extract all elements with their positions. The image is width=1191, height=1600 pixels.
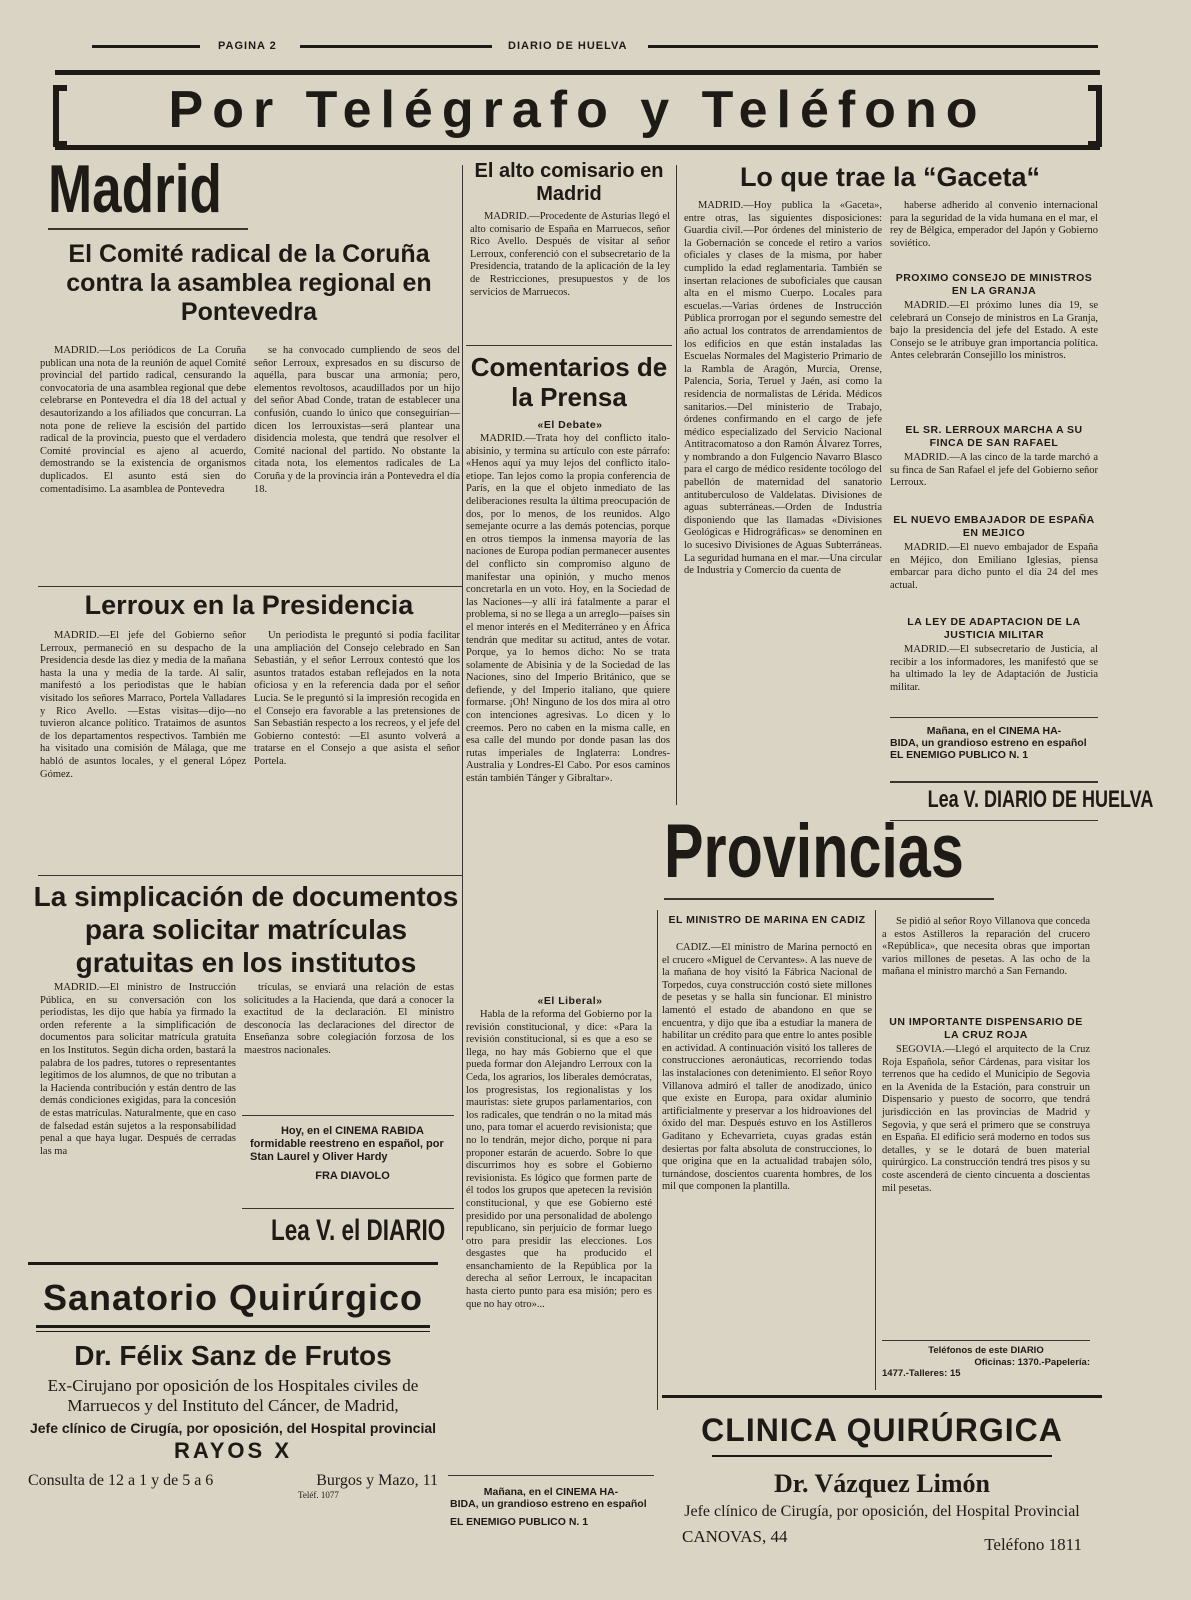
- article-paragraph: MADRID.—El subsecretario de Justicia, al recibir a los informadores, les manifestó que se ha ultimado la ley de Adaptación de Justicia militar.: [890, 644, 1098, 693]
- sanatorio-ad: [28, 1262, 438, 1532]
- article-paragraph: MADRID.—El ministro de Instrucción Pública, en su conversación con los periodistas, les dijo que había ya firmado la orden referente a la simplificación de documentos para solicitar matrícula gratuita en los Institutos. Según dicha orden, bastará la palabra de los padres, tutores o representantes legítimos de los alumnos, de que no tributan a la Hacienda contribución y están dentro de las demás condiciones exigidas, para la concesión de estas matrículas. Naturalmente, que en caso de falsedad están sujetos a la responsabilidad penal a que haya lugar. Después de cerradas las ma: [40, 982, 236, 1157]
- sanatorio-title: Sanatorio Quirúrgico: [42, 1277, 424, 1318]
- article-paragraph: MADRID.—El jefe del Gobierno señor Lerroux, permaneció en su despacho de la Presidencia desde las diez y media de la mañana hasta la una y media de la tarde. Al salir, manifestó a los periodistas que le habían visitado los señores Marraco, Portela Valladares y Rico Avello. —Estas visitas—dijo—no tuvieron alcance político. Trataimos de asuntos de los departamentos respectivos. También me ha visitado una comisión de Málaga, que me habló de asuntos locales, y el general López Gómez.: [40, 630, 246, 780]
- phone-line: Oficinas: 1370.-Papelería:: [974, 1356, 1090, 1368]
- article-text: [662, 942, 872, 1378]
- article-text: [890, 300, 1098, 420]
- article-headline: Lerroux en la Presidencia: [84, 590, 414, 620]
- article-paragraph: SEGOVIA.—Llegó el arquitecto de la Cruz Roja Española, señor Cárdenas, para visitar los terrenos que ha cedido el Municipio de Segovia en la Avenida de la Estación, para construir un Dispensario y puesto de socorro, que tendrá jurisdicción en las provincias de Madrid y Segovia, y que será el primero que se construya en España. El edificio será moderno en todos sus detalles, y se le dotará de buen material quirúrgico. La construcción tendrá tres pisos y su coste ascenderá de ciento cincuenta a doscientas mil pesetas.: [882, 1044, 1090, 1194]
- article-paragraph: MADRID.—El próximo lunes día 19, se celebrará un Consejo de ministros en La Granja, bajo la presidencia del jefe del Estado. A este Consejo se le atribuye gran importancia política. Antes celebrarán Consejillo los ministros.: [890, 300, 1098, 362]
- article-text: [882, 916, 1090, 1024]
- newspaper-name: «El Debate»: [537, 419, 603, 431]
- sanatorio-position: Jefe clínico de Cirugía, por oposición, del Hospital provincial: [29, 1420, 437, 1436]
- article-paragraph: MADRID.—Los periódicos de La Coruña publican una nota de la reunión de aquel Comité provincial del partido radical, censurando la convocatoria de una asamblea regional que debe celebrarse en Pontevedra el día 18 del actual y desautorizando a los afiliados que concurran. La nota pone de relieve la escisión del partido radical de la provincia, puesto que el verdadero Comité provincial es ajeno al acuerdo, demostrando se la existencia de organismos duplicados. El asunto está sien do comentadísimo. La asamblea de Pontevedra: [40, 345, 246, 495]
- article-text: [890, 452, 1098, 504]
- article-paragraph: trículas, se enviará una relación de estas solicitudes a la Hacienda, que dará a conocer la exactitud de la declaración. El ministro desconocía las declaraciones del director de Enseñanza sobre colegiación forzosa de los maestros nacionales.: [244, 982, 454, 1056]
- article-headline: El alto comisario en Madrid: [474, 160, 664, 205]
- banner-title: Por Telégrafo y Teléfono: [168, 81, 987, 139]
- article-text: [40, 630, 246, 870]
- news-subheading: PROXIMO CONSEJO DE MINISTROS EN LA GRANJA: [895, 272, 1093, 297]
- article-paragraph: Habla de la reforma del Gobierno por la revisión constitucional, y dice: «Para la revisión constitucional, si es que a eso se llega, no hay más Gobierno que el que pueda formar don Alejandro Lerroux con la Ceda, los agrarios, los liberales demócratas, los progresistas, los regionalistas y los mauristas: siete grupos parlamentarios, con los radicales, que tendrán o no la mitad más uno, para tomar el acuerdo revisionista; que no lo tendrán, mejor dicho, porque ni para proponer estarán de acuerdo. Sobre lo que discurrimos hoy es sobre el Gobierno revisionista. Es lógico que formen parte de él todos los grupos que apetecen la revisión constitucional, y que ese Gobierno esté presidido por una personalidad de abolengo republicano, sin perjuicio de formar luego otro para presidir las elecciones. Los desgastes que ha producido el ensanchamiento de la República por la derecha al señor Lerroux, le incapacitan hasta cierto punto para esa misión; pero es que no hay otro»...: [466, 1009, 652, 1310]
- madrid-section-title: Madrid: [48, 151, 222, 227]
- paper-name: DIARIO DE HUELVA: [508, 40, 628, 52]
- cinema-ad-line: Mañana, en el CINEMA HA-: [926, 725, 1062, 737]
- news-subheading: UN IMPORTANTE DISPENSARIO DE LA CRUZ ROJA: [889, 1016, 1083, 1041]
- article-text: [254, 630, 460, 870]
- article-text: [466, 1009, 652, 1367]
- newspaper-name: «El Liberal»: [537, 995, 603, 1007]
- article-paragraph: haberse adherido al convenio internacional para la seguridad de la vida humana en el mar, el rey de Bélgica, emperador del Japón y Gobierno soviético.: [890, 200, 1098, 249]
- clinica-ad: [662, 1395, 1102, 1585]
- article-text: [882, 1044, 1090, 1332]
- provincias-section-title: Provincias: [664, 809, 964, 894]
- sanatorio-credentials: Ex-Cirujano por oposición de los Hospitales civiles de Marruecos y del Instituto del Cáncer, de Madrid,: [47, 1376, 419, 1415]
- news-subheading: EL SR. LERROUX MARCHA A SU FINCA DE SAN RAFAEL: [905, 424, 1083, 449]
- section-banner: [55, 70, 1100, 150]
- phone-line: 1477.-Talleres: 15: [882, 1368, 961, 1379]
- article-paragraph: Un periodista le preguntó si podía facilitar una ampliación del Consejo celebrado en San Sebastián, y el señor Lerroux contestó que los asuntos tratados estaban reflejados en la nota oficiosa y en la referencia dada por el señor Lucia. Se le preguntó si la impresión recogida en el Consejo era favorable a las pretensiones de San Sebastián respecto a los recreos, y el jefe del Gobierno contestó: —El asunto volverá a tratarse en el Consejo a que asista el señor Portela.: [254, 630, 460, 767]
- news-subheading: EL MINISTRO DE MARINA EN CADIZ: [668, 914, 866, 926]
- article-text: [890, 200, 1098, 270]
- article-paragraph: MADRID.—Hoy publica la «Gaceta», entre otras, las siguientes disposiciones: Guardia civil.—Por órdenes del ministerio de la Gobernación se concede el retiro a varios oficiales y clases de la misma, por haber cumplido la edad reglamentaria. También se insertan relaciones de suboficiales que causan alta en el mismo Cuerpo. Locales para escuelas.—Varias órdenes de Instrucción Pública prorrogan por el segundo semestre del año actual los contratos de arrendamientos de los edificios en que están instaladas las Escuelas Normales del Magisterio Primario de la Rambla de Aragón, Murcia, Orense, Palencia, Soria, Teruel y Jaén, así como la residencia de normalistas de Lérida. Médicos sanitarios.—Del ministerio de Trabajo, órdenes confirmando en el cargo de jefe médico especializado del Servicio Nacional Antitracomatoso a don Ramón Álvarez Torres, y nombrando a don Fulgencio Navarro Blasco para el cargo de médico residente tocólogo del pabellón de maternidad del sanatorio antituberculoso de Valdelatas. Divisiones de aguas subterráneas.—Orden de Industria disponiendo que las llamadas «Divisiones Geológicas e Hidrográficas» se denominen en lo sucesivo Divisiones de Aguas Subterráneas. La seguridad humana en el mar.—Una circular de Industria y Comercio da cuenta de: [684, 200, 882, 577]
- article-text: [466, 433, 670, 979]
- sanatorio-address: Burgos y Mazo, 11: [316, 1472, 438, 1489]
- article-text: [40, 345, 246, 582]
- clinica-credentials: Jefe clínico de Cirugía, por oposición, del Hospital Provincial: [684, 1503, 1080, 1520]
- news-subheading: LA LEY DE ADAPTACION DE LA JUSTICIA MILITAR: [907, 616, 1081, 641]
- article-headline: Comentarios de la Prensa: [470, 352, 668, 412]
- article-paragraph: MADRID.—Trata hoy del conflicto italo-abisinio, y termina su artículo con este párrafo: «Henos aquí ya muy lejos del conflicto italo-etiope. Tan lejos como la propia conferencia de París, en la que el objeto inmediato de las deliberaciones resulta la última preocupación de dos, por lo menos, de los reunidos. Algo semejante ocurre a las demás potencias, porque en otros tiempos la inmensa mayoría de las naciones de Europa podían permanecer ausentes del conflicto sin compromiso alguno de manifestar una opinión, y mucho menos concretarla en un voto. Hoy, en la Sociedad de las Naciones—y allí irá fatalmente a parar el problema, si no se llega a un arreglo—países sin el menor interés en el Mediterráneo y en África tendrán que meditar su actitud, antes de votar. Porque, ya lo hemos dicho: No se trata solamente de Abisinia y de la Sociedad de las Naciones, sino del Imperio Británico, que se defiende, y del Imperio italiano, que quiere formarse. ¡Oh! Ninguno de los dos mira al otro con intenciones agresivas. Lo dicen y lo creemos. Pero no caben en la misma calle, en esa calle del mundo por donde pasan las dos rutas imperiales de Inglaterra: Londres-Australia y Londres-El Cabo. Por esos caminos están también Tánger y Gibraltar».: [466, 433, 670, 785]
- cinema-ad-line: Mañana, en el CINEMA HA-: [483, 1486, 619, 1498]
- article-headline: El Comité radical de la Coruña contra la asamblea regional en Pontevedra: [66, 240, 432, 326]
- clinica-phone: Teléfono 1811: [984, 1535, 1082, 1554]
- article-headline: La simplicación de documentos para solicitar matrículas gratuitas en los institutos: [33, 881, 459, 978]
- article-text: [890, 644, 1098, 710]
- sanatorio-doctor: Dr. Félix Sanz de Frutos: [74, 1340, 392, 1371]
- page-number: PAGINA 2: [218, 40, 277, 52]
- article-paragraph: MADRID.—A las cinco de la tarde marchó a su finca de San Rafael el jefe del Gobierno señor Lerroux.: [890, 452, 1098, 489]
- lea-diario-text: Lea V. el DIARIO: [271, 1214, 446, 1247]
- sanatorio-hours: Consulta de 12 a 1 y de 5 a 6: [28, 1472, 214, 1489]
- article-text: [684, 200, 882, 795]
- article-paragraph: se ha convocado cumpliendo de seos del señor Lerroux, expresados en su discurso de aquélla, para buscar una armonía; pero, elementos revoltosos, acaudillados por un hijo del señor Abad Conde, tratan de establecer una confusión, cuando lo único que conseguirían—dicen los lerrouxistas—será plantear una disidencia molesta, que tendrá que resolver el Comité nacional del partido. No obstante la citada nota, los elementos radicales de La Coruña y de la provincia irán a Pontevedra el día 18.: [254, 345, 460, 495]
- article-paragraph: MADRID.—El nuevo embajador de España en Méjico, don Emiliano Iglesias, piensa embarcar para dicho punto el día 24 del mes actual.: [890, 542, 1098, 591]
- phone-line: Teléfonos de este DIARIO: [928, 1345, 1044, 1356]
- cinema-ad-line: Hoy, en el CINEMA RABIDA: [280, 1125, 424, 1137]
- lea-diario-notice: [242, 1214, 454, 1250]
- cinema-ad: [250, 1125, 455, 1183]
- article-paragraph: CADIZ.—El ministro de Marina pernoctó en el crucero «Miguel de Cervantes». A las nueve de la mañana de hoy visitó la Fábrica Nacional de Torpedos, cuya construcción costó siete millones de pesetas y se halla sin funcionar. El ministro lamentó el estado de abandono en que se encuentra, y dijo que iba a estudiar la manera de habilitar un crédito para que entre lo antes posible en actividad. A continuación visitó los talleres de construcciones aeronáuticas, recorriendo todas las instalaciones con detenimiento. El señor Royo Villanova admiró el taller de anodizado, único que existe en Europa, para oxidar aluminio artificialmente y preservar a los hidroaviones del óxido del mar. Después estuvo en los Astilleros Gaditano y Echevarrieta, cuyas gradas están desiertas por falta absoluta de construcciones, lo que origina que en la actualidad trabajen sólo, turnándose, doscientos cuarenta hombres, de los mil que componen la plantilla.: [662, 942, 872, 1193]
- article-text: [254, 345, 460, 582]
- lea-diario-text: Lea V. DIARIO DE HUELVA: [927, 786, 1154, 813]
- cinema-ad: [890, 725, 1098, 761]
- phone-directory: [882, 1345, 1090, 1380]
- clinica-title: CLINICA QUIRÚRGICA: [701, 1412, 1063, 1448]
- cinema-ad-film: FRA DIAVOLO: [315, 1170, 390, 1182]
- article-text: [890, 542, 1098, 608]
- cinema-ad-line: BIDA, un grandioso estreno en español: [890, 737, 1087, 749]
- clinica-address: CANOVAS, 44: [682, 1527, 788, 1546]
- news-subheading: EL NUEVO EMBAJADOR DE ESPAÑA EN MEJICO: [893, 514, 1095, 539]
- article-headline: Lo que trae la “Gaceta“: [739, 162, 1041, 192]
- article-text: [244, 982, 454, 1090]
- cinema-ad-line: formidable reestreno en español, por Stan Laurel y Oliver Hardy: [250, 1138, 444, 1163]
- clinica-doctor: Dr. Vázquez Limón: [774, 1469, 990, 1498]
- article-paragraph: Se pidió al señor Royo Villanova que conceda a estos Astilleros la reparación del crucero «República», que necesita obras que importan varios millones de pesetas. A las ocho de la mañana el ministro marchó a San Fernando.: [882, 916, 1090, 978]
- sanatorio-rayos: RAYOS X: [173, 1438, 292, 1463]
- cinema-ad-line: BIDA, un grandioso estreno en español: [450, 1498, 647, 1510]
- cinema-ad-film: EL ENEMIGO PUBLICO N. 1: [890, 749, 1029, 761]
- sanatorio-phone: Teléf. 1077: [298, 1490, 339, 1500]
- cinema-ad: [450, 1486, 652, 1528]
- article-text: [470, 211, 670, 341]
- article-paragraph: MADRID.—Procedente de Asturias llegó el alto comisario de España en Marruecos, señor Rico Avello. Después de visitar al señor Lerroux, conferenció con el subsecretario de la Presidencia, tratando de la aplicación de la ley de Restricciones, presupuestos y de los servicios de Marruecos.: [470, 211, 670, 298]
- article-text: [40, 982, 236, 1238]
- cinema-ad-film: EL ENEMIGO PUBLICO N. 1: [450, 1516, 589, 1528]
